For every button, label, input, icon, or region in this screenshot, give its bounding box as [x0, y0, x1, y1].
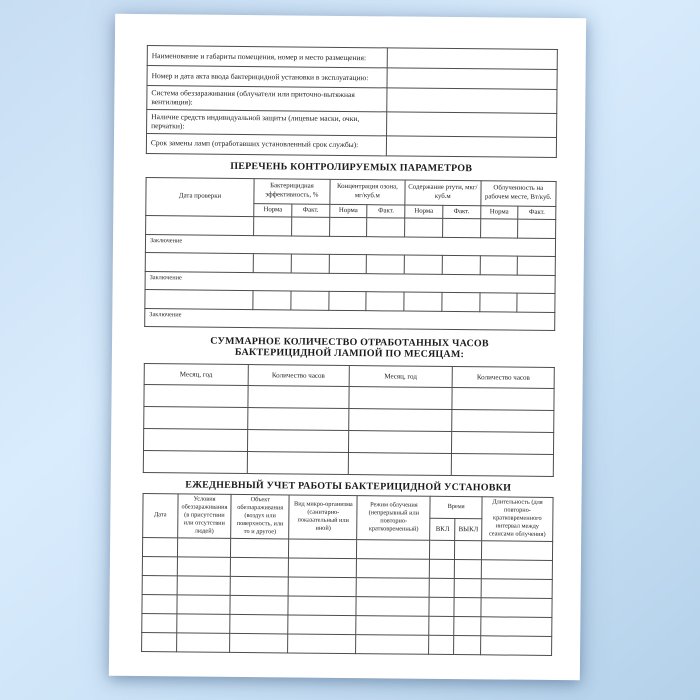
conclusion-label: Заключение [145, 271, 555, 293]
empty-cell [348, 452, 452, 475]
empty-cell [291, 253, 329, 272]
empty-cell [177, 556, 230, 576]
parameters-section-title: ПЕРЕЧЕНЬ КОНТРОЛИРУЕМЫХ ПАРАМЕТРОВ [230, 160, 473, 174]
col-header-microorganism-type: Вид микро-организма (санитарно-показательный или иной) [289, 494, 357, 539]
empty-cell [481, 578, 552, 598]
table-row [143, 450, 553, 476]
empty-cell [405, 218, 443, 237]
empty-cell [480, 255, 518, 274]
empty-cell [387, 48, 557, 70]
empty-cell [288, 595, 356, 615]
empty-cell [517, 256, 555, 275]
empty-cell [429, 597, 454, 616]
empty-cell [142, 632, 177, 651]
empty-cell [248, 385, 349, 408]
empty-cell [348, 386, 452, 409]
empty-cell [356, 615, 429, 635]
subcol-fact: Факт. [518, 206, 556, 219]
empty-cell [142, 575, 177, 594]
empty-cell [142, 613, 177, 632]
subcol-time-on: ВКЛ [430, 518, 455, 540]
col-header-disinfection-conditions: Условия обеззараживания (в присутствии или отсутствии людей) [178, 493, 232, 538]
empty-cell [357, 577, 430, 597]
info-label-act: Номер и дата акта ввода бактерицидной установки в эксплуатацию: [147, 66, 387, 88]
empty-cell [292, 216, 330, 235]
empty-cell [480, 218, 518, 237]
empty-cell [452, 453, 554, 476]
empty-cell [329, 254, 367, 273]
conclusion-row [145, 308, 555, 330]
empty-cell [481, 597, 552, 617]
empty-cell [429, 578, 454, 597]
col-header-mercury-content: Содержание ртути, мкг/куб.м [405, 180, 481, 206]
empty-cell [517, 293, 555, 312]
empty-cell [454, 635, 481, 654]
empty-cell [442, 218, 480, 237]
empty-cell [145, 252, 253, 272]
col-header-check-date: Дата проверки [146, 177, 255, 216]
subcol-norm: Норма [254, 203, 292, 216]
col-header-irradiance: Облученность на рабочем месте, Вт/куб. [480, 180, 556, 206]
empty-cell [177, 594, 230, 614]
empty-cell [452, 387, 554, 410]
info-label-protection: Наличие средств индивидуальной защиты (лицевые маски, очки, перчатки): [147, 109, 387, 135]
empty-cell [367, 217, 405, 236]
parameters-table [144, 177, 556, 331]
empty-cell [177, 613, 230, 633]
col-header-month-year: Месяц, год [144, 363, 248, 385]
empty-cell [386, 112, 556, 137]
info-label-lamp-replacement: Срок замены ламп (отработавших установленный срок службы): [146, 133, 386, 155]
empty-cell [348, 408, 452, 431]
subcol-norm: Норма [329, 204, 367, 217]
subcol-norm: Норма [480, 205, 518, 218]
empty-cell [288, 576, 356, 596]
subcol-norm: Норма [405, 205, 443, 218]
empty-cell [230, 595, 288, 615]
table-header-row [143, 493, 553, 519]
empty-cell [230, 576, 288, 596]
col-header-ozone-concentration: Концентрация озона, мг/куб.м [330, 179, 406, 205]
document-page [109, 14, 586, 680]
empty-cell [404, 292, 442, 311]
col-header-irradiation-mode: Режим облучения (непрерывный или повторно-кратковременный) [357, 495, 430, 540]
daily-section-title: ЕЖЕДНЕВНЫЙ УЧЕТ РАБОТЫ БАКТЕРИЦИДНОЙ УСТАНОВКИ [185, 478, 512, 494]
subcol-fact: Факт. [367, 204, 405, 217]
col-header-date: Дата [143, 493, 178, 537]
empty-cell [455, 559, 482, 578]
empty-cell [429, 616, 454, 635]
empty-cell [230, 633, 288, 653]
empty-cell [247, 451, 348, 474]
empty-cell [366, 291, 404, 310]
empty-cell [177, 575, 230, 595]
col-header-duration: Длительность (для повторно-кратковременного интервал между сеансами облучения) [482, 496, 553, 541]
table-row [142, 632, 552, 655]
empty-cell [145, 289, 253, 309]
subcol-fact: Факт. [443, 205, 481, 218]
empty-cell [452, 409, 554, 432]
empty-cell [442, 255, 480, 274]
empty-cell [289, 557, 357, 577]
empty-cell [288, 633, 356, 653]
col-header-hours-count: Количество часов [248, 364, 349, 386]
empty-cell [231, 538, 289, 558]
empty-cell [404, 255, 442, 274]
empty-cell [329, 217, 367, 236]
col-header-month-year: Месяц, год [349, 365, 453, 387]
empty-cell [247, 407, 348, 430]
empty-cell [329, 291, 367, 310]
empty-cell [289, 538, 357, 558]
conclusion-label: Заключение [145, 234, 555, 256]
empty-cell [230, 614, 288, 634]
empty-cell [144, 406, 248, 429]
empty-cell [430, 540, 455, 559]
empty-cell [387, 88, 557, 113]
hours-title-line1: СУММАРНОЕ КОЛИЧЕСТВО ОТРАБОТАННЫХ ЧАСОВ [210, 335, 489, 349]
empty-cell [230, 557, 288, 577]
empty-cell [442, 292, 480, 311]
hours-title-line2: БАКТЕРИЦИДНОЙ ЛАМПОЙ ПО МЕСЯЦАМ: [234, 346, 465, 360]
info-label-system: Система обеззараживания (облучатели или приточно-вытяжная вентиляция): [147, 86, 387, 112]
table-row [146, 133, 556, 157]
empty-cell [247, 429, 348, 452]
col-header-disinfection-object: Объект обеззараживания (воздух или поверхность, или то и другое) [231, 494, 290, 539]
hours-table [143, 363, 555, 477]
info-label-room: Наименование и габариты помещения, номер и место размещения: [147, 46, 387, 68]
daily-log-table [141, 493, 554, 656]
empty-cell [253, 290, 291, 309]
empty-cell [454, 578, 481, 597]
empty-cell [481, 540, 552, 560]
empty-cell [481, 559, 552, 579]
empty-cell [144, 384, 248, 407]
empty-cell [143, 450, 247, 473]
empty-cell [348, 430, 452, 453]
empty-cell [356, 596, 429, 616]
empty-cell [452, 431, 554, 454]
col-header-hours-count: Количество часов [452, 366, 554, 388]
empty-cell [455, 540, 482, 559]
empty-cell [142, 556, 177, 575]
empty-cell [146, 215, 254, 235]
empty-cell [387, 68, 557, 90]
empty-cell [144, 428, 248, 451]
empty-cell [356, 634, 429, 654]
empty-cell [454, 616, 481, 635]
empty-cell [176, 632, 229, 652]
table-header-row [146, 177, 556, 206]
empty-cell [367, 254, 405, 273]
col-header-time: Время [430, 496, 482, 519]
empty-cell [177, 537, 230, 557]
empty-cell [518, 219, 556, 238]
empty-cell [479, 292, 517, 311]
info-table [146, 45, 558, 157]
empty-cell [429, 635, 454, 654]
empty-cell [142, 537, 177, 556]
empty-cell [430, 559, 455, 578]
conclusion-label: Заключение [145, 308, 555, 330]
empty-cell [481, 616, 552, 636]
empty-cell [253, 253, 291, 272]
empty-cell [288, 614, 356, 634]
subcol-fact: Факт. [292, 203, 330, 216]
hours-section-title [144, 335, 555, 361]
col-header-bactericidal-efficiency: Бактерицидная эффективность, % [254, 178, 330, 204]
empty-cell [357, 539, 430, 559]
empty-cell [481, 635, 552, 655]
empty-cell [357, 558, 430, 578]
empty-cell [291, 290, 329, 309]
empty-cell [142, 594, 177, 613]
subcol-time-off: ВЫКЛ [455, 519, 482, 541]
empty-cell [386, 135, 556, 157]
empty-cell [454, 597, 481, 616]
empty-cell [254, 216, 292, 235]
